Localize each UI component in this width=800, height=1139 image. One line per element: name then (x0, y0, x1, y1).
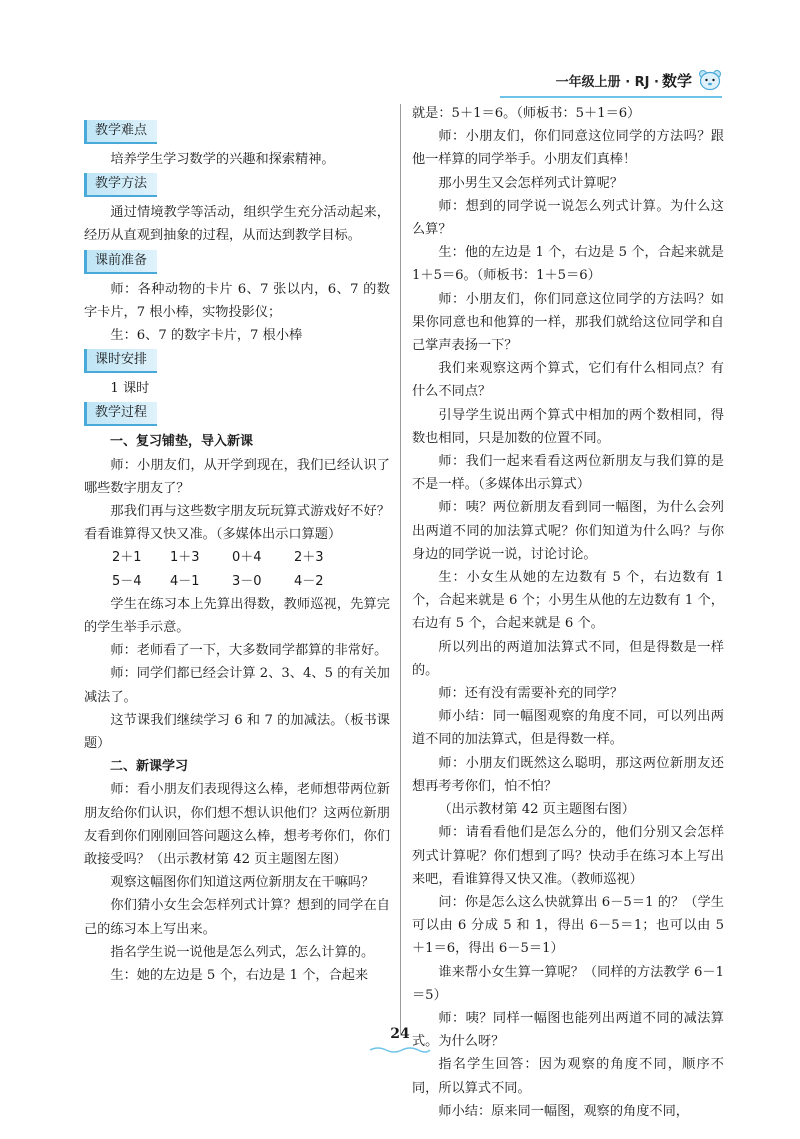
paragraph: 培养学生学习数学的兴趣和探索精神。 (110, 152, 335, 167)
section-tag-preparation: 课前准备 (84, 250, 157, 274)
paragraph: 所以列出的两道加法算式不同，但是得数是一样的。 (412, 639, 724, 678)
formula: 5－4 (112, 573, 142, 589)
formula-grid (84, 546, 390, 592)
paragraph: 问：你是怎么这么快就算出 6－5＝1 的？（学生可以由 6 分成 5 和 1，得出 6－5＝1；也可以由 5＋1＝6，得出 6－5＝1） (412, 894, 724, 957)
section-tag-schedule: 课时安排 (84, 349, 157, 373)
header-rule (500, 96, 722, 98)
section-tag-method: 教学方法 (84, 173, 157, 197)
header-grade: 一年级上册 · RJ · (555, 74, 659, 90)
paragraph: 师：请看看他们是怎么分的，他们分别又会怎样列式计算呢？你们想到了吗？快动手在练习本上写出来吧，看谁算得又快又准。（教师巡视） (412, 825, 724, 887)
wave-ornament-icon (368, 1046, 432, 1054)
paragraph: 师：咦？两位新朋友看到同一幅图，为什么会列出两道不同的加法算式呢？你们知道为什么吗？与你身边的同学说一说，讨论讨论。 (412, 500, 724, 562)
section-tag-difficulty: 教学难点 (84, 120, 157, 144)
paragraph: 师：小朋友们既然这么聪明，那这两位新朋友还想再考考你们，怕不怕？ (412, 755, 724, 794)
paragraph: 这节课我们继续学习 6 和 7 的加减法。（板书课题） (84, 712, 390, 752)
paragraph: 通过情境教学等活动，组织学生充分活动起来，经历从直观到抽象的过程，从而达到教学目标。 (84, 205, 390, 244)
paragraph: 师：看小朋友们表现得这么棒，老师想带两位新朋友给你们认识，你们想不想认识他们？这两位新朋友看到你们刚刚回答问题这么棒，想考考你们，你们敢接受吗？（出示教材第 42 页主题图左图） (84, 782, 390, 868)
paragraph: 那我们再与这些数字朋友玩玩算式游戏好不好？看看谁算得又快又准。（多媒体出示口算题） (84, 504, 390, 543)
paragraph: （出示教材第 42 页主题图右图） (438, 802, 635, 818)
page-number: 24 (390, 1026, 410, 1042)
formula: 1＋3 (170, 550, 200, 566)
paragraph: 师：小朋友们，你们同意这位同学的方法吗？跟他一样算的同学举手。小朋友们真棒！ (412, 129, 724, 168)
paragraph: 师：还有没有需要补充的同学？ (438, 686, 624, 702)
subsection-title: 一、复习铺垫，导入新课 (110, 434, 254, 450)
formula: 0＋4 (232, 550, 262, 566)
bear-icon (698, 69, 722, 91)
section-tag-process: 教学过程 (84, 402, 157, 426)
page-header (556, 66, 722, 94)
paragraph: 你们猜小女生会怎样列式计算？想到的同学在自己的练习本上写出来。 (84, 898, 390, 937)
subsection-title: 二、新课学习 (110, 759, 189, 775)
paragraph: 观察这幅图你们知道这两位新朋友在干嘛吗？ (110, 875, 375, 891)
paragraph: 1 课时 (110, 381, 150, 397)
paragraph: 就是：5＋1＝6。（师板书：5＋1＝6） (412, 106, 641, 121)
paragraph: 师：同学们都已经会计算 2、3、4、5 的有关加减法了。 (84, 666, 390, 705)
paragraph: 生：他的左边是 1 个，右边是 5 个，合起来就是 1＋5＝6。（师板书：1＋5＝6） (412, 245, 724, 284)
paragraph: 生：小女生从她的左边数有 5 个，右边数有 1 个，合起来就是 6 个；小男生从他的左边数有 1 个，右边有 5 个，合起来就是 6 个。 (412, 570, 724, 632)
formula: 4－2 (294, 573, 324, 589)
formula: 2＋3 (294, 550, 324, 566)
formula: 2＋1 (112, 550, 142, 566)
paragraph: 我们来观察这两个算式，它们有什么相同点？有什么不同点？ (412, 361, 724, 400)
paragraph: 师：各种动物的卡片 6、7 张以内，6、7 的数字卡片，7 根小棒，实物投影仪； (84, 281, 390, 320)
paragraph: 指名学生回答：因为观察的角度不同，顺序不同，所以算式不同。 (412, 1057, 724, 1096)
paragraph: 那小男生又会怎样列式计算呢？ (438, 175, 624, 191)
header-subject: 数学 (661, 71, 692, 90)
paragraph: 指名学生说一说他是怎么列式，怎么计算的。 (110, 944, 375, 960)
paragraph: 师小结：同一幅图观察的角度不同，可以列出两道不同的加法算式，但是得数一样。 (412, 709, 724, 748)
paragraph: 学生在练习本上先算出得数，教师巡视，先算完的学生举手示意。 (84, 596, 390, 636)
paragraph: 师：想到的同学说一说怎么列式计算。为什么这么算？ (412, 198, 724, 238)
paragraph: 师：老师看了一下，大多数同学都算的非常好。 (110, 643, 388, 659)
paragraph: 师小结：原来同一幅图，观察的角度不同， (438, 1103, 689, 1119)
paragraph: 师：我们一起来看看这两位新朋友与我们算的是不是一样。（多媒体出示算式） (412, 454, 724, 493)
paragraph: 生：6、7 的数字卡片，7 根小棒 (110, 328, 303, 344)
paragraph: 师：小朋友们，从开学到现在，我们已经认识了哪些数字朋友了？ (84, 457, 390, 496)
paragraph: 引导学生说出两个算式中相加的两个数相同，得数也相同，只是加数的位置不同。 (412, 407, 724, 446)
column-divider (400, 104, 401, 1034)
paragraph: 谁来帮小女生算一算呢？（同样的方法教学 6－1＝5） (412, 964, 724, 1003)
formula: 4－1 (170, 573, 200, 589)
paragraph: 师：咦？同样一幅图也能列出两道不同的减法算式。为什么呀？ (412, 1010, 724, 1050)
left-column (84, 118, 390, 987)
right-column (412, 102, 724, 1123)
paragraph: 生：她的左边是 5 个，右边是 1 个，合起来 (110, 968, 369, 984)
formula: 3－0 (232, 573, 262, 589)
paragraph: 师：小朋友们，你们同意这位同学的方法吗？如果你同意也和他算的一样，那我们就给这位同学和自己掌声表扬一下？ (412, 291, 724, 354)
